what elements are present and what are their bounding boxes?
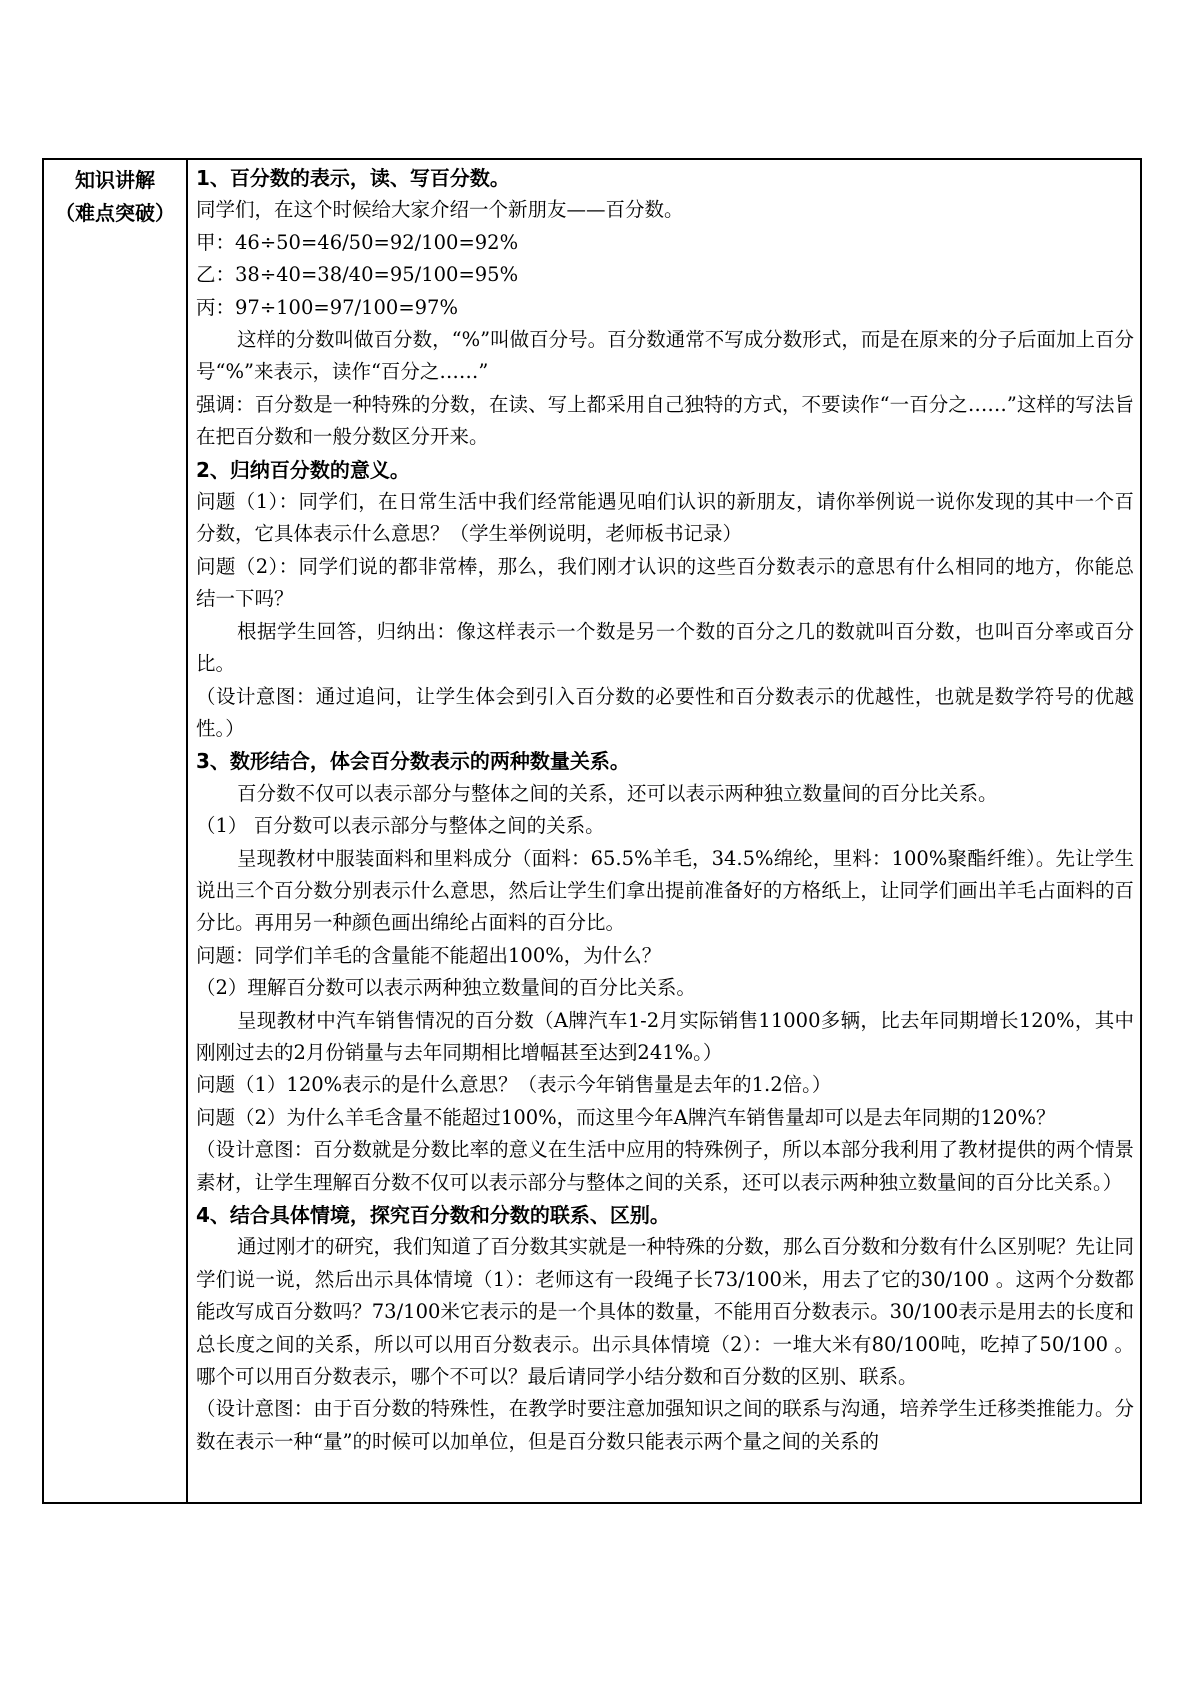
paragraph: （2）理解百分数可以表示两种独立数量间的百分比关系。	[196, 976, 696, 1000]
section-heading: 2、归纳百分数的意义。	[196, 457, 410, 482]
paragraph: 乙：38÷40=38/40=95/100=95%	[196, 263, 519, 287]
lesson-content-cell	[196, 162, 1134, 1458]
paragraph: 问题（2）为什么羊毛含量不能超过100%，而这里今年A牌汽车销售量却可以是去年同期的120%？	[196, 1105, 1056, 1129]
section-heading: 4、结合具体情境，探究百分数和分数的联系、区别。	[196, 1203, 670, 1227]
paragraph: 通过刚才的研究，我们知道了百分数其实就是一种特殊的分数，那么百分数和分数有什么区别呢？先让同学们说一说，然后出示具体情境（1）：老师这有一段绳子长73/100米，用去了它的30/100 。这两个分数都能改写成百分数吗？73/100米它表示的是一个具体的数量，不能用百分数表示。30/100表示是用去的长度和总长度之间的关系，所以可以用百分数表示。出示具体情境（2）：一堆大米有80/100吨，吃掉了50/100 。哪个可以用百分数表示，哪个不可以？最后请同学小结分数和百分数的区别、联系。	[196, 1235, 1135, 1389]
paragraph: （设计意图：通过追问，让学生体会到引入百分数的必要性和百分数表示的优越性，也就是数学符号的优越性。）	[196, 684, 1134, 740]
paragraph: 问题（1）120%表示的是什么意思？（表示今年销售量是去年的1.2倍。）	[196, 1073, 832, 1097]
paragraph: 问题（1）：同学们，在日常生活中我们经常能遇见咱们认识的新朋友，请你举例说一说你发现的其中一个百分数，它具体表示什么意思？（学生举例说明，老师板书记录）	[196, 490, 1134, 546]
section-label-cell	[44, 164, 186, 230]
paragraph: 百分数不仅可以表示部分与整体之间的关系，还可以表示两种独立数量间的百分比关系。	[237, 781, 998, 805]
paragraph: 甲：46÷50=46/50=92/100=92%	[196, 230, 519, 254]
paragraph: 同学们，在这个时候给大家介绍一个新朋友——百分数。	[196, 198, 684, 222]
paragraph: （设计意图：由于百分数的特殊性，在教学时要注意加强知识之间的联系与沟通，培养学生迁移类推能力。分数在表示一种“量”的时候可以加单位，但是百分数只能表示两个量之间的关系的	[196, 1397, 1134, 1453]
paragraph: 问题：同学们羊毛的含量能不能超出100%，为什么？	[196, 943, 662, 967]
paragraph: 呈现教材中汽车销售情况的百分数（A牌汽车1-2月实际销售11000多辆，比去年同期增长120%，其中刚刚过去的2月份销量与去年同期相比增幅甚至达到241%。）	[196, 1008, 1134, 1064]
paragraph: 强调：百分数是一种特殊的分数，在读、写上都采用自己独特的方式，不要读作“一百分之……”这样的写法旨在把百分数和一般分数区分开来。	[196, 392, 1134, 449]
paragraph: 根据学生回答，归纳出：像这样表示一个数是另一个数的百分之几的数就叫百分数，也叫百分率或百分比。	[196, 619, 1134, 676]
lesson-table	[42, 158, 1142, 1504]
section-heading: 1、百分数的表示，读、写百分数。	[196, 166, 510, 190]
paragraph: （1） 百分数可以表示部分与整体之间的关系。	[196, 814, 605, 838]
paragraph: 问题（2）：同学们说的都非常棒，那么，我们刚才认识的这些百分数表示的意思有什么相同的地方，你能总结一下吗？	[196, 554, 1134, 611]
column-divider	[186, 160, 188, 1502]
paragraph: （设计意图：百分数就是分数比率的意义在生活中应用的特殊例子，所以本部分我利用了教材提供的两个情景素材，让学生理解百分数不仅可以表示部分与整体之间的关系，还可以表示两种独立数量间的百分比关系。）	[196, 1138, 1134, 1194]
section-label-title: 知识讲解	[75, 168, 155, 192]
paragraph: 这样的分数叫做百分数，“%”叫做百分号。百分数通常不写成分数形式，而是在原来的分子后面加上百分号“%”来表示，读作“百分之……”	[196, 328, 1134, 384]
paragraph: 丙：97÷100=97/100=97%	[196, 295, 458, 319]
section-label-subtitle: （难点突破）	[55, 201, 175, 225]
section-heading: 3、数形结合，体会百分数表示的两种数量关系。	[196, 749, 630, 774]
paragraph: 呈现教材中服装面料和里料成分（面料：65.5%羊毛，34.5%绵纶，里料：100%聚酯纤维）。先让学生说出三个百分数分别表示什么意思，然后让学生们拿出提前准备好的方格纸上，让同学们画出羊毛占面料的百分比。再用另一种颜色画出绵纶占面料的百分比。	[196, 846, 1134, 935]
